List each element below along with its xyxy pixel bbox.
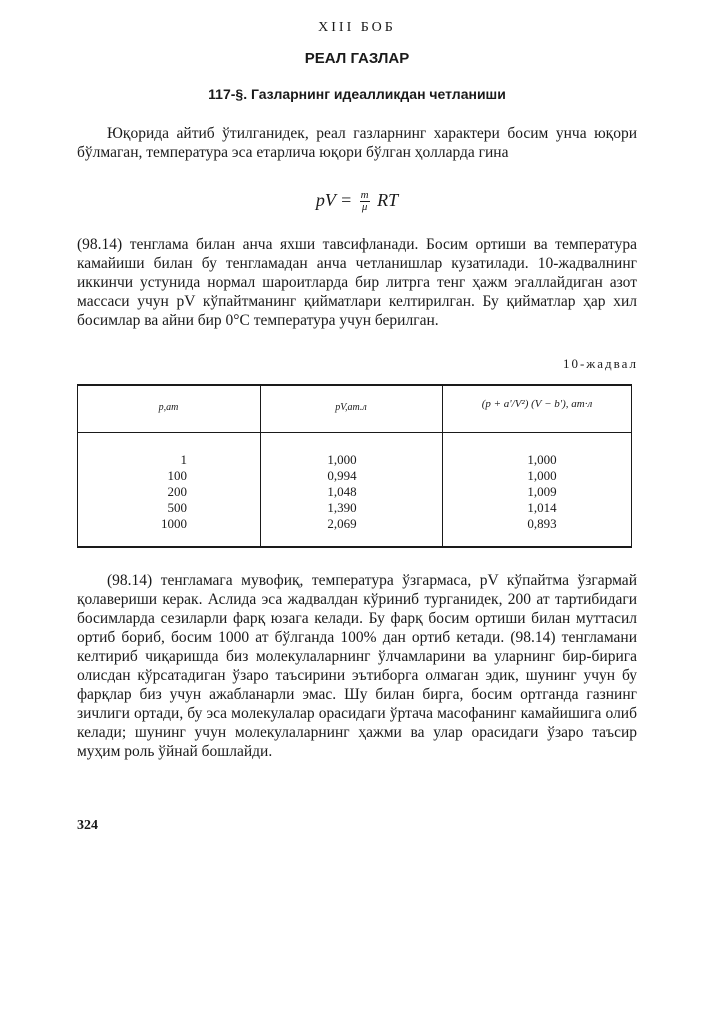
formula-left: pV =: [315, 190, 353, 210]
table-cell: 1,000: [527, 452, 557, 467]
table-cell: 1,048: [327, 484, 357, 499]
table-cell: 1,009: [527, 484, 557, 499]
formula: [0, 190, 714, 213]
table-column-pressure: [117, 452, 187, 532]
paragraph-intro: Юқорида айтиб ўтилганидек, реал газларнинг характери босим унча юқори бўлмаган, температура эса етарлича юқори бўлган ҳолларда гина: [77, 125, 637, 161]
table-cell: 1: [180, 452, 187, 467]
table-header-vdw: (p + a'/V²) (V − b'), ат·л: [481, 398, 593, 410]
chapter-title: РЕАЛ ГАЗЛАР: [304, 50, 410, 67]
table-caption: 10-жадвал: [562, 356, 638, 371]
table-cell: 2,069: [327, 516, 357, 531]
table-cell: 1,014: [527, 500, 557, 515]
table-cell: 0,893: [527, 516, 557, 531]
paragraph-description: (98.14) тенглама билан анча яхши тавсифланади. Босим ортиши ва температура камайиши билан бу тенгламадан анча четланишлар кузатилади. 10-жадвалнинг иккинчи устунида нормал шароитларда бир литрга тенг ҳажм эгаллайдиган азот массаси учун pV кўпайтманинг қийматлари келтирилган. Бу қийматлар ҳар хил босимлар ва айни бир 0°С температура учун берилган.: [77, 236, 637, 329]
table-header-pv: pV,ат.л: [335, 402, 367, 413]
page-number: 324: [77, 818, 98, 833]
table-cell: 100: [167, 468, 187, 483]
table-cell: 500: [167, 500, 187, 515]
table-cell: 1,390: [327, 500, 357, 515]
formula-denominator: μ: [361, 201, 368, 214]
formula-fraction: [360, 190, 370, 213]
table-cell: 0,994: [327, 468, 357, 483]
table-cell: 1000: [161, 516, 187, 531]
data-table: [77, 384, 632, 548]
table-header-pressure: p,ат: [158, 402, 179, 413]
chapter-heading: XIII БОБ: [318, 20, 396, 35]
section-heading: 117-§. Газларнинг идеалликдан четланиши: [208, 86, 506, 102]
formula-right: RT: [377, 190, 399, 210]
paragraph-discussion: (98.14) тенгламага мувофиқ, температура ўзгармаса, pV кўпайтма ўзгармай қолавериши керак. Аслида эса жадвалдан кўриниб турганидек, 200 ат тартибидаги босимларда сезиларли фарқ юзага келади. Бу фарқ босим ортиши билан муттасил ортиб бориб, босим 1000 ат бўлганда 100% дан ортиб кетади. (98.14) тенгламани келтириб чиқаришда биз молекулаларнинг ўлчамларини ва уларнинг бир-бирига олисдан кўрсатадиган ўзаро таъсирини эътиборга олмаган эдик, шунинг учун бу фарқлар биз учун ажабланарли эмас. Шу билан бирга, босим ортганда газнинг зичлиги ортади, бу эса молекулалар орасидаги ўртача масофанинг камайишига олиб келади; шунинг учун молекулаларнинг ҳажми ва улар орасидаги ўзаро таъсир муҳим роль ўйнай бошлайди.: [77, 572, 637, 760]
table-column-vdw: [497, 452, 587, 532]
table-cell: 1,000: [327, 452, 357, 467]
table-cell: 1,000: [527, 468, 557, 483]
formula-numerator: m: [360, 189, 369, 202]
table-column-pv: [297, 452, 387, 532]
table-border-right: [631, 386, 632, 546]
table-divider-2: [442, 386, 443, 546]
table-cell: 200: [167, 484, 187, 499]
